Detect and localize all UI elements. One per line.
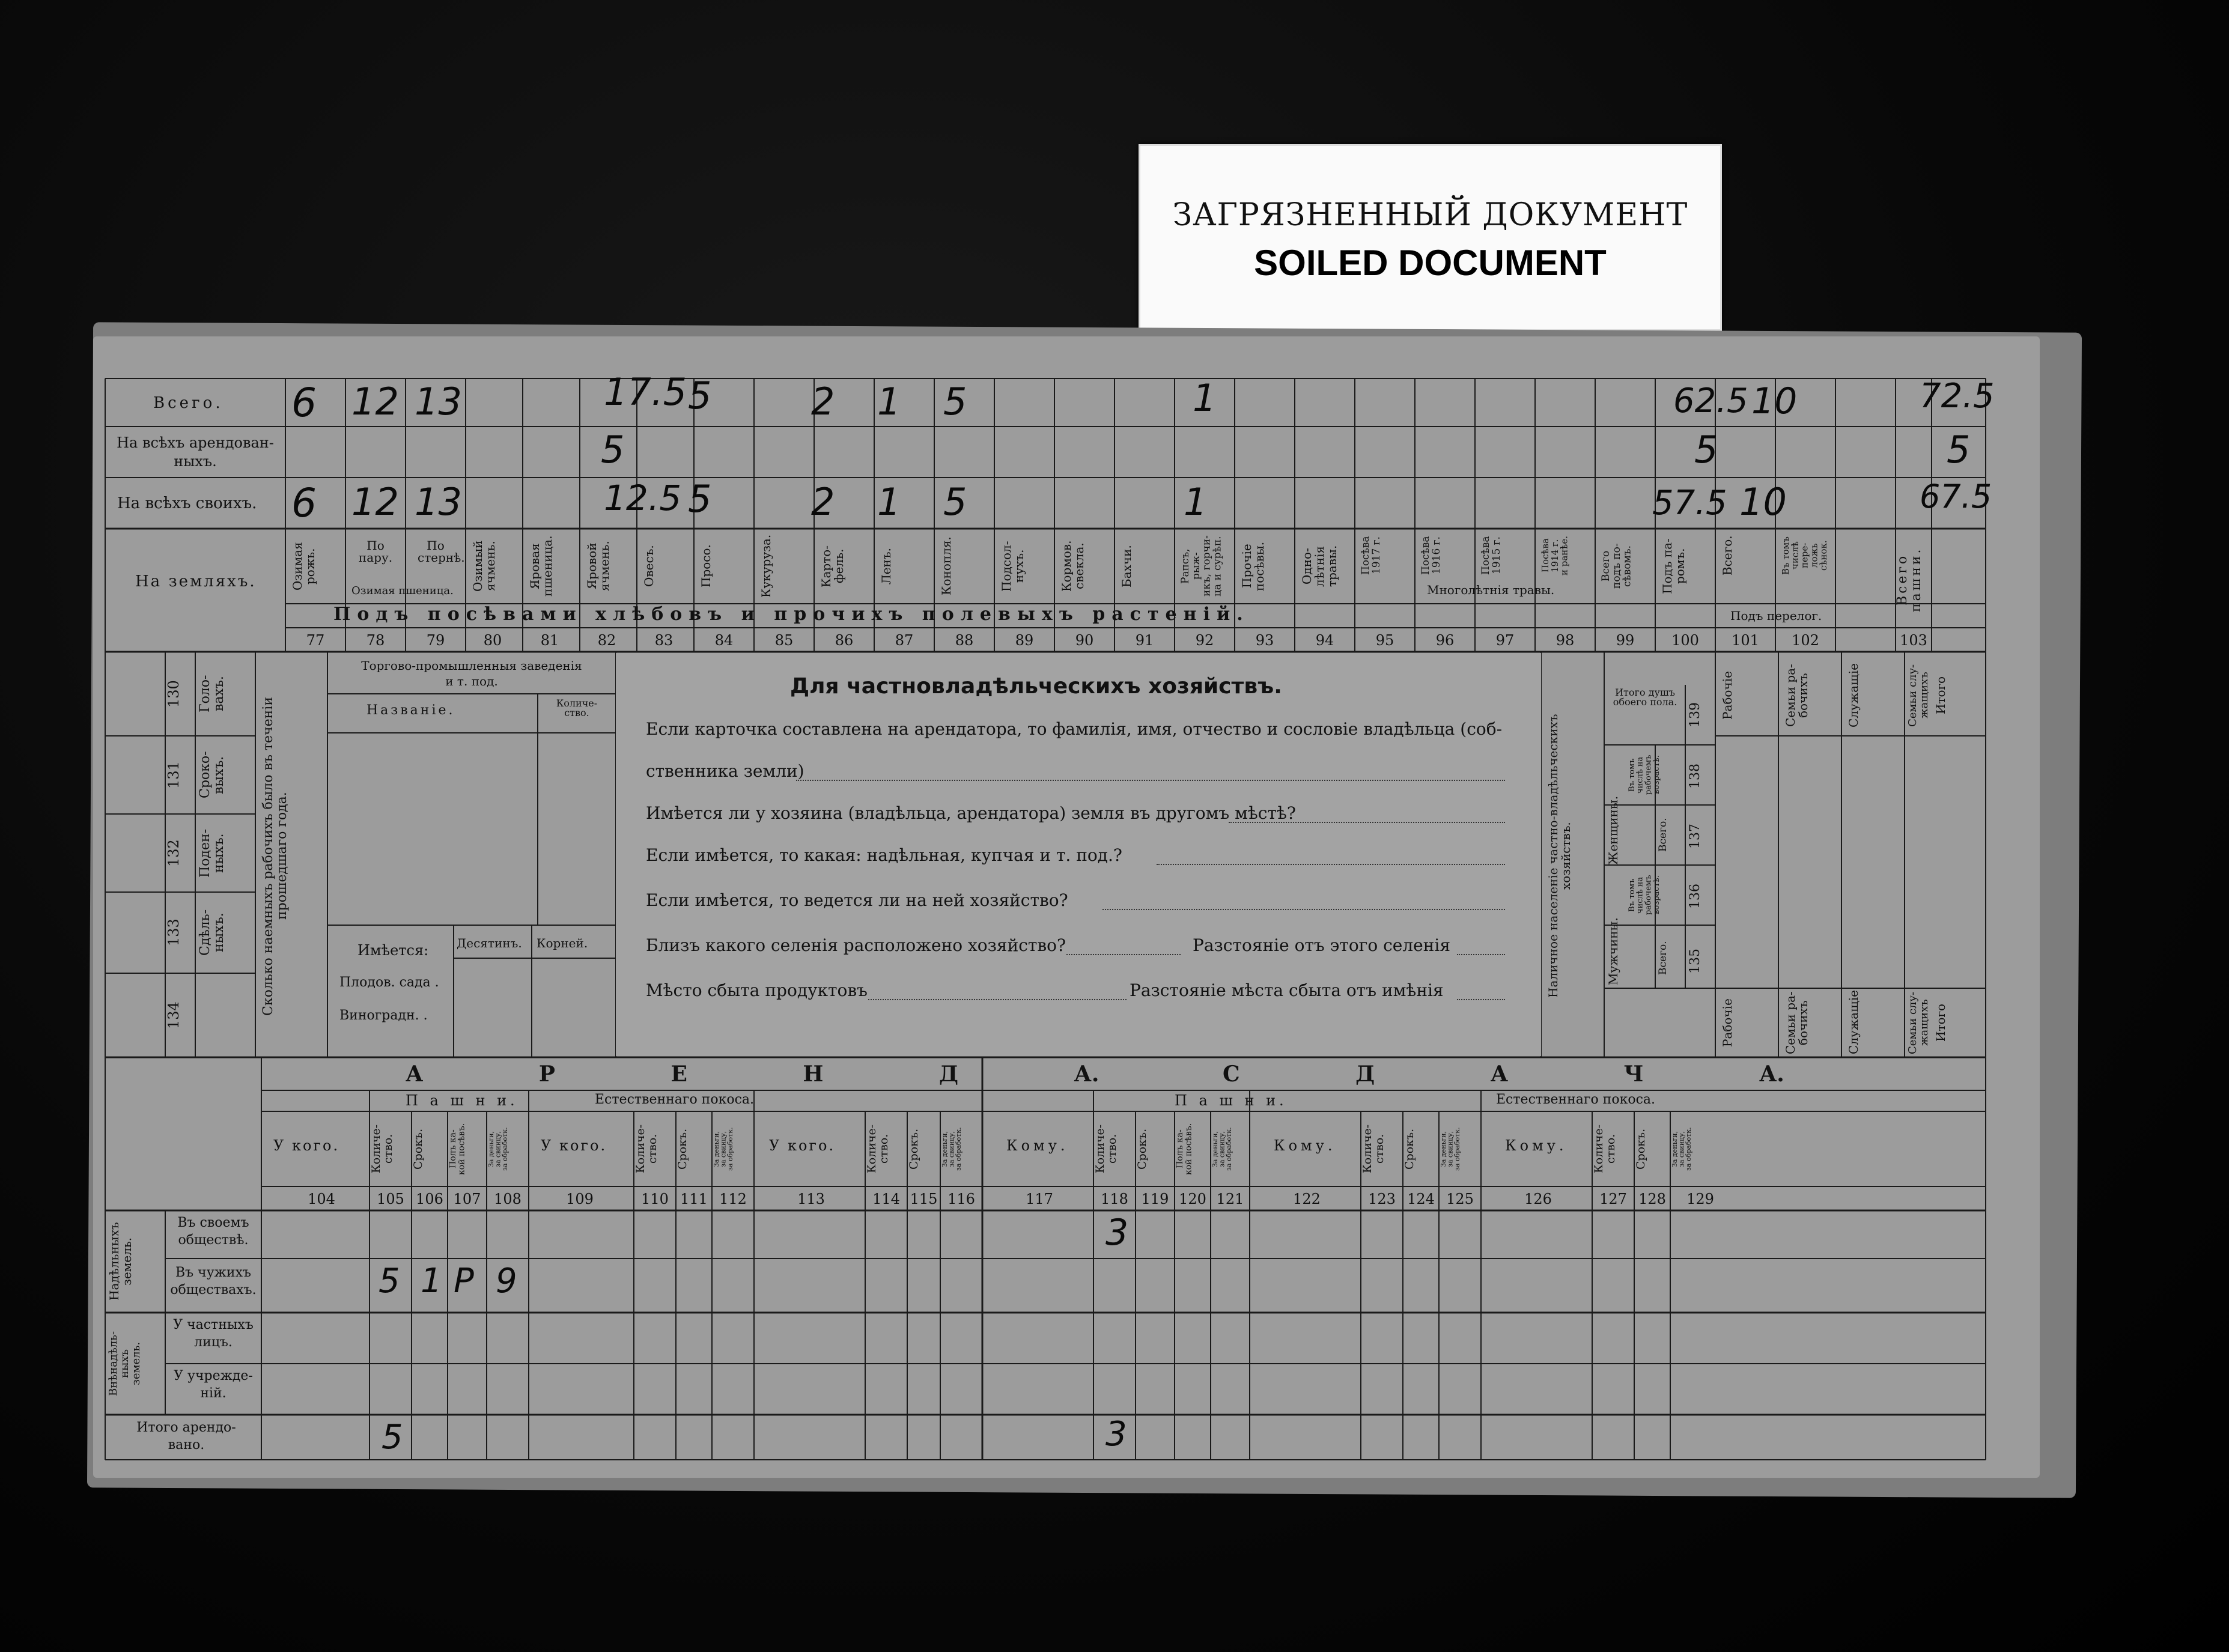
hw-total-83: 5 (688, 374, 712, 418)
col-header-94: Одно- лѣтнія травы. (1300, 545, 1339, 588)
row-label-rented: На всѣхъ арендован- ныхъ. (117, 434, 274, 470)
col-num-112: 112 (719, 1191, 747, 1207)
answer-line-4[interactable] (1102, 909, 1505, 910)
row-institutions: У учрежде- ній. (174, 1368, 253, 1401)
row-label-own: На всѣхъ своихъ. (117, 494, 257, 512)
col-num-110: 110 (641, 1191, 669, 1207)
total-souls-label: Итого душъ обоего пола. (1613, 687, 1677, 708)
private-q3: Если имѣется, то какая: надѣльная, купчая и т. под.? (646, 845, 1122, 865)
col-header-101: Всего. (1720, 535, 1735, 576)
hw-own-77: 6 (291, 480, 317, 526)
mid-num-132: 132 (165, 839, 182, 867)
non-allotment-lands-label: Внѣнадѣль- ныхъ земель. (107, 1331, 142, 1397)
col-num-118: 118 (1101, 1191, 1128, 1207)
qty-3: Количе- ство. (865, 1124, 890, 1174)
answer-line-3[interactable] (1157, 864, 1505, 865)
col-num-125: 125 (1446, 1191, 1474, 1207)
hw-total-rent-out: 3 (1105, 1415, 1127, 1454)
col-num-135: 135 (1688, 949, 1703, 974)
hw-other-term: 1 (421, 1262, 442, 1301)
hw-total-86: 1 (877, 380, 901, 424)
col-header-96: Посѣва 1916 г. (1420, 536, 1443, 575)
col-num-101: 101 (1732, 632, 1759, 649)
col-num-97: 97 (1495, 632, 1515, 649)
hw-rentout-qty: 3 (1105, 1212, 1129, 1254)
hw-other-crop: Р (454, 1262, 474, 1301)
private-q4: Если имѣется, то ведется ли на ней хозяйство? (646, 890, 1068, 910)
rent-in-banner: А Р Е Н Д А. (406, 1061, 1099, 1087)
row-other-societies: Въ чужихъ обществахъ. (170, 1265, 257, 1298)
private-q1-cont: ственника земли) (646, 761, 804, 781)
term-5: Срокъ. (1403, 1128, 1416, 1170)
col-group-mnogoletnie: Многолѣтнія травы. (1427, 583, 1555, 597)
private-q1: Если карточка составлена на арендатора, то фамилія, имя, отчество и сословіе владѣльца (соб- (646, 719, 1503, 739)
hw-total-79: 13 (415, 380, 462, 424)
col-num-107: 107 (453, 1191, 481, 1207)
hw-total-85: 2 (811, 380, 835, 424)
hw-other-pay: 9 (496, 1262, 517, 1301)
cat-total-bottom: Итого (1933, 1003, 1948, 1042)
private-q5: Близъ какого селенія расположено хозяйство? (646, 935, 1066, 955)
col-num-81: 81 (540, 632, 559, 649)
present-population-label: Наличное населеніе частно-владѣльческихъ хозяйствъ. (1546, 714, 1573, 998)
private-q2: Имѣется ли у хозяина (владѣльца, арендатора) земля въ другомъ мѣстѣ? (646, 803, 1296, 823)
col-num-136: 136 (1688, 884, 1703, 910)
col-header-103: Всего пашни. (1895, 547, 1924, 613)
col-num-86: 86 (835, 632, 854, 649)
meadow-out-label: Естественнаго покоса. (1496, 1092, 1656, 1107)
col-num-88: 88 (955, 632, 974, 649)
col-header-88: Конопля. (939, 536, 953, 596)
desyatin-header: Десятинъ. (457, 936, 522, 950)
cat-servant-families-bottom: Семьи слу- жащихъ (1906, 991, 1930, 1054)
hw-own-100: 10 (1739, 480, 1787, 524)
orchard-label: Плодов. сада . (339, 975, 439, 990)
col-header-90: Кормов. свекла. (1059, 540, 1086, 592)
col-num-102: 102 (1792, 632, 1819, 649)
col-header-93: Прочіе посѣвы. (1239, 541, 1267, 591)
term-3: Срокъ. (907, 1128, 920, 1170)
hw-own-83: 5 (688, 477, 712, 521)
col-num-84: 84 (714, 632, 734, 649)
col-header-79: По стернѣ. (418, 538, 465, 565)
cat-workers-top: Рабочіе (1720, 671, 1735, 720)
col-num-78: 78 (366, 632, 385, 649)
mid-label-132: Поден- ныхъ. (198, 828, 227, 878)
pay-6: За деньги, за свиицу, за обработк. (1671, 1127, 1693, 1171)
mid-num-133: 133 (165, 919, 182, 947)
private-farm-title: Для частновладѣльческихъ хозяйствъ. (790, 674, 1282, 699)
hired-workers-label: Сколько наемныхъ рабочихъ было въ теченіи прошедшаго года. (261, 696, 290, 1016)
col-num-111: 111 (680, 1191, 708, 1207)
col-num-117: 117 (1026, 1191, 1053, 1207)
term-1: Срокъ. (412, 1128, 425, 1170)
col-num-126: 126 (1524, 1191, 1552, 1207)
col-num-87: 87 (895, 632, 914, 649)
cat-worker-families-top: Семьи ра- бочихъ (1783, 664, 1810, 727)
answer-line-2[interactable] (1229, 822, 1505, 823)
col-num-96: 96 (1435, 632, 1455, 649)
arable-in-label: П а ш н и. (406, 1092, 518, 1109)
col-num-93: 93 (1255, 632, 1274, 649)
cat-servants-bottom: Служащіе (1846, 990, 1861, 1054)
hw-total-100: 10 (1751, 380, 1798, 422)
cat-total-top: Итого (1933, 676, 1948, 715)
hw-own-91: 1 (1184, 480, 1208, 524)
term-2: Срокъ. (676, 1128, 689, 1170)
private-q6: Мѣсто сбыта продуктовъ (646, 980, 868, 1000)
col-header-84: Просо. (699, 544, 713, 588)
rent-out-banner: С Д А Ч А. (1223, 1061, 1784, 1087)
col-num-77: 77 (306, 632, 325, 649)
pay-2: За деньги, за свиицу, за обработк. (713, 1127, 735, 1171)
mid-num-134: 134 (165, 1001, 182, 1029)
from-whom-3: У кого. (769, 1137, 836, 1154)
has-label: Имѣется: (357, 942, 429, 959)
answer-line-5a[interactable] (1066, 954, 1181, 955)
row-total-rented: Итого арендо- вано. (136, 1420, 236, 1453)
col-num-109: 109 (566, 1191, 594, 1207)
soiled-document-label (1139, 144, 1722, 331)
term-6: Срокъ. (1634, 1128, 1647, 1170)
col-header-83: Овесъ. (642, 545, 656, 588)
col-group-perelog: Подъ перелог. (1730, 609, 1822, 623)
col-num-137: 137 (1688, 824, 1703, 849)
col-num-89: 89 (1015, 632, 1034, 649)
from-whom-2: У кого. (541, 1137, 607, 1154)
banner-crops: Подъ посѣвами хлѣбовъ и прочихъ полевыхъ растеній. (333, 604, 1250, 625)
cat-servants-top: Служащіе (1846, 663, 1861, 727)
col-num-138: 138 (1688, 764, 1703, 789)
hw-total-77: 6 (291, 380, 317, 426)
col-header-100: Подъ па- ромъ. (1660, 538, 1687, 594)
label-russian: ЗАГРЯЗНЕННЫЙ ДОКУМЕНТ (1172, 197, 1688, 233)
col-header-97: Посѣва 1915 г. (1480, 536, 1503, 575)
col-header-99: Всего подъ по- сѣвомъ. (1600, 543, 1634, 589)
col-num-124: 124 (1407, 1191, 1435, 1207)
men-working-label: Въ томъ числѣ на рабочемъ возрастѣ. (1628, 875, 1661, 916)
col-num-104: 104 (308, 1191, 335, 1207)
col-num-99: 99 (1616, 632, 1635, 649)
qty-5: Количе- ство. (1361, 1124, 1386, 1174)
col-header-98: Посѣва 1914 г. и ранѣе. (1540, 536, 1570, 575)
col-header-95: Посѣва 1917 г. (1360, 536, 1382, 575)
hw-own-78: 12 (351, 480, 399, 524)
private-q6b: Разстояніе мѣста сбыта отъ имѣнія (1130, 980, 1444, 1000)
row-label-total: Всего. (153, 394, 224, 412)
hw-rented-103: 5 (1947, 428, 1971, 472)
answer-line-1[interactable] (796, 780, 1505, 781)
qty-4: Количе- ство. (1093, 1124, 1119, 1174)
row-label-lands: На земляхъ. (135, 572, 257, 591)
col-num-119: 119 (1141, 1191, 1169, 1207)
to-whom-1: Кому. (1006, 1137, 1069, 1154)
col-num-108: 108 (494, 1191, 522, 1207)
women-label: Женщины. (1606, 795, 1620, 865)
hw-total-78: 12 (351, 380, 399, 424)
pay-4: За деньги, за свиицу, за обработк. (1211, 1127, 1233, 1171)
col-num-100: 100 (1671, 632, 1699, 649)
col-header-87: Ленъ. (879, 548, 893, 585)
answer-line-6b[interactable] (1457, 999, 1505, 1000)
col-num-91: 91 (1135, 632, 1154, 649)
col-num-80: 80 (483, 632, 502, 649)
col-header-92: Рапсъ, рыж- икъ, горчи- ца и сурѣп. (1179, 535, 1224, 597)
hw-other-qty: 5 (379, 1262, 400, 1301)
answer-line-6a[interactable] (868, 999, 1127, 1000)
hw-rented-82: 5 (601, 428, 625, 472)
cat-workers-bottom: Рабочіе (1720, 998, 1735, 1047)
pay-1: За деньги, за свиицу, за обработк. (487, 1127, 509, 1171)
col-num-94: 94 (1315, 632, 1334, 649)
col-num-122: 122 (1293, 1191, 1321, 1207)
col-header-102: Въ томъ числѣ пере- ложь сѣнок. (1780, 536, 1829, 575)
hw-total-rent-in: 5 (382, 1418, 403, 1457)
col-num-121: 121 (1216, 1191, 1244, 1207)
col-num-79: 79 (426, 632, 445, 649)
qty-6: Количе- ство. (1592, 1124, 1617, 1174)
hw-own-79: 13 (415, 480, 462, 524)
col-num-95: 95 (1375, 632, 1394, 649)
hw-own-85: 2 (811, 480, 835, 524)
col-num-82: 82 (597, 632, 616, 649)
hw-rented-99: 5 (1694, 428, 1718, 472)
private-q5b: Разстояніе отъ этого селенія (1193, 935, 1450, 955)
pay-5: За деньги, за свиицу, за обработк. (1440, 1127, 1462, 1171)
crop-1: Полъ ка- кой посѣвъ. (448, 1123, 467, 1175)
col-header-78: По пару. (358, 538, 393, 565)
col-num-120: 120 (1179, 1191, 1206, 1207)
col-num-128: 128 (1638, 1191, 1666, 1207)
col-header-77: Озимая рожь. (290, 542, 317, 591)
col-num-129: 129 (1686, 1191, 1714, 1207)
women-total-label: Всего. (1657, 818, 1669, 852)
col-header-86: Карто- фель. (819, 545, 846, 588)
qty-2: Количе- ство. (634, 1124, 659, 1174)
col-num-106: 106 (416, 1191, 443, 1207)
crop-4: Полъ ка- кой посѣвъ. (1175, 1123, 1194, 1175)
col-header-81: Яровая пшеница. (528, 535, 555, 597)
men-total-label: Всего. (1657, 941, 1669, 976)
col-num-83: 83 (654, 632, 674, 649)
mid-label-131: Сроко- выхъ. (198, 751, 227, 799)
col-num-85: 85 (774, 632, 794, 649)
roots-header: Корней. (537, 936, 588, 950)
col-header-80: Озимый ячмень. (470, 540, 497, 592)
hw-own-103: 67.5 (1920, 478, 1992, 515)
qty-1: Количе- ство. (369, 1124, 395, 1174)
meadow-in-label: Естественнаго покоса. (595, 1092, 755, 1107)
hw-own-99: 57.5 (1652, 484, 1727, 523)
col-num-113: 113 (797, 1191, 825, 1207)
hw-own-82: 12.5 (604, 478, 682, 518)
col-num-127: 127 (1599, 1191, 1627, 1207)
hw-total-103: 72.5 (1920, 377, 1995, 416)
arable-out-label: П а ш н и. (1175, 1092, 1288, 1109)
to-whom-3: Кому. (1505, 1137, 1568, 1154)
cat-worker-families-bottom: Семьи ра- бочихъ (1783, 991, 1810, 1054)
trade-qty-header: Количе- ство. (556, 697, 598, 718)
mid-label-130: Голо- вахъ. (198, 675, 227, 713)
hw-own-87: 5 (943, 480, 967, 524)
col-num-139: 139 (1688, 702, 1703, 727)
pay-3: За деньги, за свиицу, за обработк. (941, 1127, 963, 1171)
col-num-98: 98 (1555, 632, 1575, 649)
label-english: SOILED DOCUMENT (1254, 243, 1607, 283)
col-num-92: 92 (1195, 632, 1214, 649)
col-num-114: 114 (872, 1191, 900, 1207)
col-header-89: Подсол- нухъ. (999, 541, 1026, 592)
hw-own-86: 1 (877, 480, 901, 524)
mid-num-131: 131 (165, 761, 182, 789)
col-num-103: 103 (1900, 632, 1927, 649)
vineyard-label: Виноградн. . (339, 1008, 428, 1023)
cat-servant-families-top: Семьи слу- жащихъ (1906, 664, 1930, 727)
term-4: Срокъ. (1136, 1128, 1149, 1170)
col-num-116: 116 (947, 1191, 975, 1207)
to-whom-2: Кому. (1274, 1137, 1336, 1154)
hw-total-82: 17.5 (604, 370, 687, 414)
trade-name-header: Названіе. (366, 703, 455, 718)
hw-total-87: 5 (943, 380, 967, 424)
row-private-persons: У частныхъ лицъ. (173, 1317, 254, 1350)
men-label: Мужчины. (1606, 917, 1620, 985)
col-num-105: 105 (377, 1191, 404, 1207)
hw-total-99: 62.5 (1673, 381, 1748, 421)
col-group-ozimaya: Озимая пшеница. (351, 585, 454, 597)
answer-line-5b[interactable] (1457, 954, 1505, 955)
mid-label-133: Сдѣль- ныхъ. (198, 909, 227, 956)
from-whom-1: У кого. (273, 1137, 340, 1154)
allotment-lands-label: Надѣльныхъ земель. (107, 1222, 134, 1301)
col-num-123: 123 (1368, 1191, 1396, 1207)
col-num-115: 115 (910, 1191, 938, 1207)
col-header-85: Кукуруза. (759, 534, 773, 598)
col-header-82: Яровой ячмень. (585, 541, 612, 592)
col-num-90: 90 (1075, 632, 1094, 649)
women-working-label: Въ томъ числѣ на рабочемъ возрастѣ. (1628, 755, 1661, 795)
trade-title: Торгово-промышленныя заведенія и т. под. (361, 658, 582, 688)
mid-num-130: 130 (165, 680, 182, 708)
hw-total-91: 1 (1193, 376, 1217, 420)
row-own-society: Въ своемъ обществѣ. (177, 1215, 249, 1248)
col-header-91: Бахчи. (1119, 545, 1134, 588)
census-card (93, 336, 2040, 1478)
